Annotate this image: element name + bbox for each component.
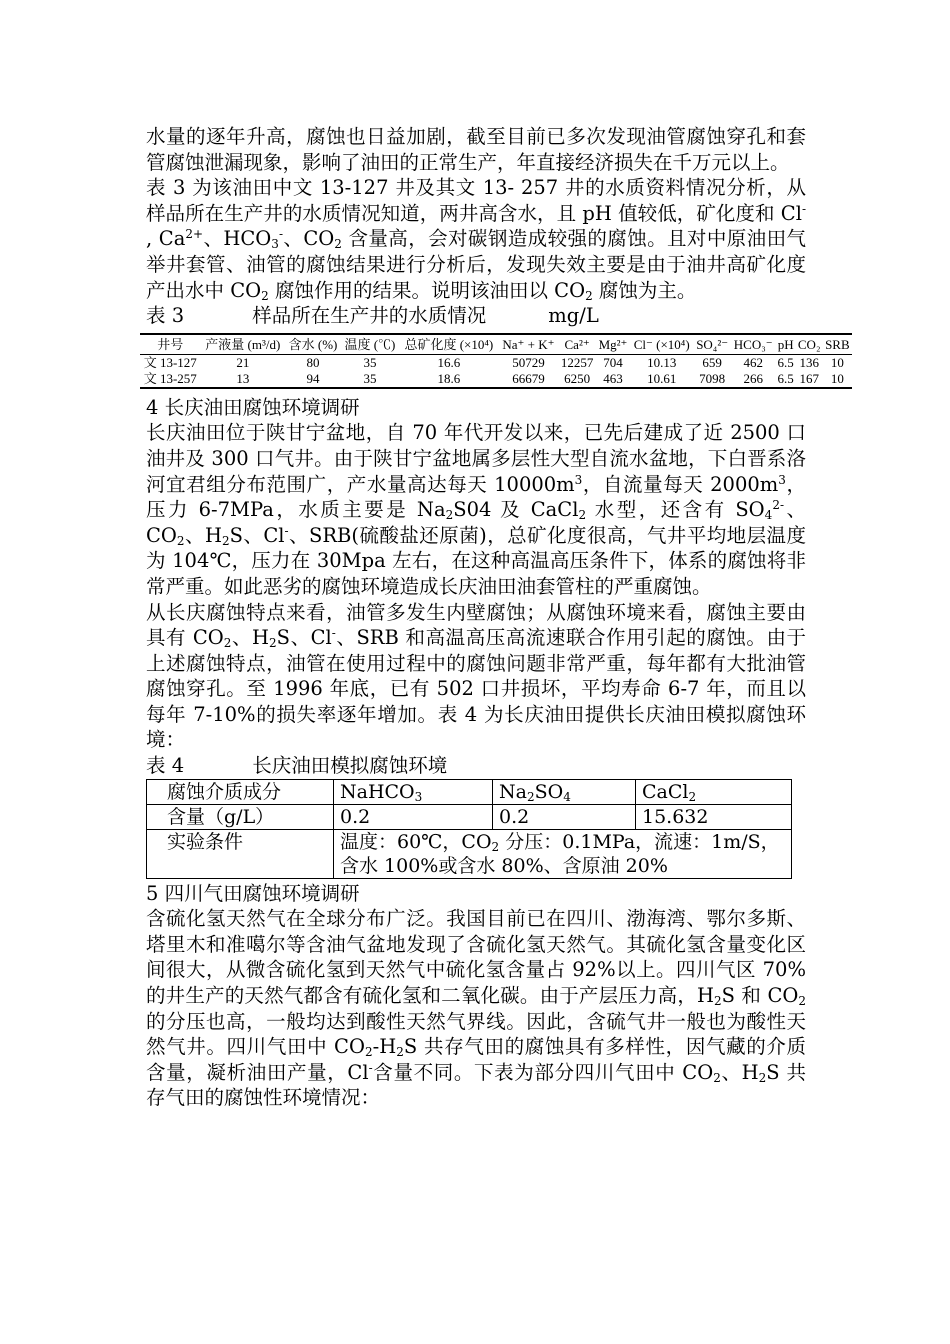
table-cell: 66679 — [512, 370, 545, 386]
superscript: 2+ — [185, 227, 204, 242]
table-header-cell: 温度 (℃) — [344, 336, 396, 352]
table-header-cell: 井号 — [157, 336, 184, 352]
table-cell — [334, 829, 792, 878]
table-header-cell: SRB — [825, 336, 850, 352]
table-cell — [493, 779, 636, 804]
text-run: S 共存气田的腐蚀性环境情况： — [146, 1060, 806, 1110]
text-run: S 和 CO — [721, 984, 799, 1008]
subscript: 2 — [578, 508, 587, 523]
text-run: 水型，还含有 SO — [586, 498, 765, 522]
table-header-cell: pH — [777, 336, 794, 352]
table-cell: 13 — [236, 370, 250, 386]
table-header-cell: Mg²⁺ — [598, 336, 628, 352]
paragraph-intro: 水量的逐年升高，腐蚀也日益加剧，截至目前已多次发现油管腐蚀穿孔和套管腐蚀泄漏现象，影响了油田的正常生产，年直接经济损失在千万元以上。 — [146, 125, 806, 174]
subscript: 2 — [713, 1070, 721, 1085]
table-cell: 0.2 — [334, 804, 493, 829]
table-row — [147, 829, 792, 878]
table-cell: 6250 — [564, 370, 591, 386]
table-cell: 12257 — [560, 354, 594, 370]
subscript: 2 — [491, 839, 500, 854]
text-run: 长庆油田位于陕甘宁盆地，自 70 年代开发以来，已先后建成了近 2500 口油井及 300 口气井。由于陕甘宁盆地属多层性大型自流水盆地，下白晋系洛河宜君组分布范围广，产水量高达每天 10000m — [146, 421, 806, 496]
text-run: 、HCO — [203, 227, 272, 251]
table-cell: 80 — [306, 354, 320, 370]
text-run: ，压力 6-7MPa，水质主要是 Na — [146, 472, 806, 522]
table-cell: 15.632 — [636, 804, 792, 829]
table-cell: 463 — [603, 370, 623, 386]
paragraph-changqing-features — [146, 600, 806, 754]
text-run: 含量高，会对碳钢造成较强的腐蚀。且对中原油田气举井套管、油管的腐蚀结果进行分析后，发现失效主要是由于油井高矿化度产出水中 CO — [146, 227, 806, 302]
table-cell: 18.6 — [437, 370, 461, 386]
text-run: 、SRB 和高温高压高流速联合作用引起的腐蚀。由于上述腐蚀特点，油管在使用过程中的腐蚀问题非常严重，每年都有大批油管腐蚀穿孔。至 1996 年底，已有 502 口井损坏，平均寿命 6-7 年，而且以每年 7-10%的损失率逐年增加。表 4 为长庆油田提供长庆油田模拟腐蚀环境： — [146, 626, 807, 752]
text-run: 、CO — [283, 227, 335, 251]
table-header-cell: SO₄²⁻ — [696, 336, 729, 352]
text-run: ，自流量每天 2000m — [582, 472, 779, 496]
text-run: S、Cl — [229, 523, 285, 547]
table-row — [140, 354, 852, 371]
superscript: 2- — [772, 498, 785, 513]
subscript: 4 — [764, 508, 773, 523]
subscript: 2 — [261, 288, 269, 303]
table-cell: 文 13-127 — [143, 354, 197, 370]
text-run: 腐蚀为主。 — [592, 278, 697, 302]
table-cell-label: 含量（g/L） — [147, 804, 334, 829]
subscript: 2 — [585, 288, 593, 303]
text-run: 温度：60℃，CO — [340, 830, 492, 853]
text-run: Na — [499, 780, 527, 803]
subscript: 2 — [688, 789, 697, 804]
table-cell: 16.6 — [437, 354, 461, 370]
subscript: 2 — [176, 533, 185, 548]
text-run: 的分压也高，一般均达到酸性天然气界线。因此，含硫气井一般也为酸性天然气井。四川气田中 CO — [146, 1009, 806, 1059]
text-run: CaCl — [642, 780, 689, 803]
text-run: 、CO — [146, 498, 806, 547]
table-cell: 136 — [799, 354, 819, 370]
subscript: 2 — [364, 1045, 373, 1060]
text-run: S、Cl — [276, 626, 332, 650]
table-cell: 35 — [363, 354, 377, 370]
text-run: NaHCO — [340, 780, 415, 803]
table-header-cell: Cl⁻ (×10⁴) — [633, 336, 690, 352]
table-header-cell: HCO₃⁻ — [733, 336, 773, 352]
subscript: 3 — [414, 789, 423, 804]
text-run: 分压：0.1MPa，流速：1m/S，含水 100%或含水 80%、含原油 20% — [340, 830, 780, 877]
table-cell: 704 — [603, 354, 623, 370]
paragraph-sichuan — [146, 906, 806, 1111]
text-run: SO — [534, 780, 564, 803]
subscript: 2 — [758, 1070, 767, 1085]
table3-caption: 表 3 样品所在生产井的水质情况 mg/L — [146, 304, 599, 328]
table-row — [140, 371, 852, 388]
text-run: S 共存气田的腐蚀具有多样性，因气藏的介质含量，凝析油田产量，Cl — [146, 1035, 806, 1084]
text-run: 腐蚀作用的结果。说明该油田以 CO — [268, 278, 586, 302]
table-cell: 文 13-257 — [143, 370, 197, 386]
table-cell: 10 — [830, 370, 844, 386]
table-cell: 21 — [236, 354, 250, 370]
table-header-row — [140, 334, 852, 355]
table-cell: 659 — [702, 354, 722, 370]
subscript: 2 — [798, 994, 806, 1009]
text-run: 含硫化氢天然气在全球分布广泛。我国目前已在四川、渤海湾、鄂尔多斯、塔里木和准噶尔等含油气盆地发现了含硫化氢天然气。其硫化氢含量变化区间很大，从微含硫化氢到天然气中硫化氢含量占 92%以上。四川气区 70%的井生产的天然气都含有硫化氢和二氧化碳。由于产层压力高，H — [146, 907, 806, 1008]
table-cell: 0.2 — [493, 804, 636, 829]
table-cell: 10 — [830, 354, 844, 370]
superscript: - — [278, 227, 283, 242]
text-run: -H — [372, 1035, 397, 1059]
superscript: - — [801, 201, 806, 216]
table-header-cell: 产液量 (m³/d) — [205, 336, 281, 352]
text-run: 、H — [184, 523, 222, 547]
table-header-cell: Na⁺ + K⁺ — [502, 336, 555, 352]
table-cell-label: 实验条件 — [147, 829, 334, 878]
superscript: 3 — [574, 472, 583, 487]
subscript: 2 — [714, 994, 722, 1009]
superscript: - — [284, 523, 289, 538]
table-header-cell: 含水 (%) — [288, 336, 338, 352]
table-cell: 6.5 — [777, 354, 794, 370]
table-cell: 94 — [306, 370, 320, 386]
paragraph-changqing-overview — [146, 420, 806, 599]
section5-heading: 5 四川气田腐蚀环境调研 — [146, 881, 360, 905]
document-page — [143, 124, 850, 1111]
table-row — [147, 804, 792, 829]
table-cell: 462 — [743, 354, 763, 370]
subscript: 2 — [445, 508, 454, 523]
subscript: 3 — [271, 237, 279, 252]
table-cell: 6.5 — [777, 370, 794, 386]
subscript: 4 — [563, 789, 571, 804]
table-header-cell: 总矿化度 (×10⁴) — [404, 336, 494, 352]
superscript: - — [331, 626, 336, 641]
text-run: 、H — [720, 1060, 759, 1084]
text-run: 从长庆腐蚀特点来看，油管多发生内壁腐蚀；从腐蚀环境来看，腐蚀主要由具有 CO — [146, 600, 806, 650]
table-header-cell: CO₂ — [797, 336, 821, 352]
table-header-cell: Ca²⁺ — [564, 336, 590, 352]
table-cell: 7098 — [699, 370, 726, 386]
subscript: 2 — [223, 636, 232, 651]
text-run: 表 3 为该油田中文 13-127 井及其文 13- 257 井的水质资料情况分析，从样品所在生产井的水质情况知道，两井高含水，且 pH 值较低，矿化度和 Cl — [146, 176, 806, 225]
subscript: 2 — [269, 636, 277, 651]
table-row — [147, 779, 792, 804]
text-run: 含量不同。下表为部分四川气田中 CO — [372, 1060, 714, 1084]
table-cell — [334, 779, 493, 804]
text-run: 、H — [231, 626, 270, 650]
text-run: S04 及 CaCl — [453, 498, 579, 522]
subscript: 2 — [526, 789, 535, 804]
table-cell — [636, 779, 792, 804]
table-cell: 50729 — [512, 354, 545, 370]
water-quality-table — [140, 333, 852, 389]
table-cell: 35 — [363, 370, 377, 386]
text-run: , Ca — [146, 227, 186, 251]
paragraph-table3-analysis — [146, 175, 806, 303]
subscript: 2 — [396, 1045, 404, 1060]
table-cell: 266 — [743, 370, 763, 386]
superscript: - — [368, 1060, 373, 1075]
table4-caption: 表 4 长庆油田模拟腐蚀环境 — [146, 754, 448, 778]
simulated-environment-table — [146, 779, 792, 879]
subscript: 2 — [221, 533, 230, 548]
section4-heading: 4 长庆油田腐蚀环境调研 — [146, 395, 360, 419]
table-cell: 10.61 — [647, 370, 677, 386]
superscript: 3 — [778, 472, 786, 487]
table-cell-label: 腐蚀介质成分 — [147, 779, 334, 804]
table-cell: 10.13 — [647, 354, 677, 370]
text-run: 、SRB(硫酸盐还原菌)，总矿化度很高，气井平均地层温度为 104℃，压力在 30Mpa 左右，在这种高温高压条件下，体系的腐蚀将非常严重。如此恶劣的腐蚀环境造成长庆油田油套管柱的严重腐蚀。 — [146, 523, 806, 598]
subscript: 2 — [334, 237, 342, 252]
table-cell: 167 — [799, 370, 819, 386]
